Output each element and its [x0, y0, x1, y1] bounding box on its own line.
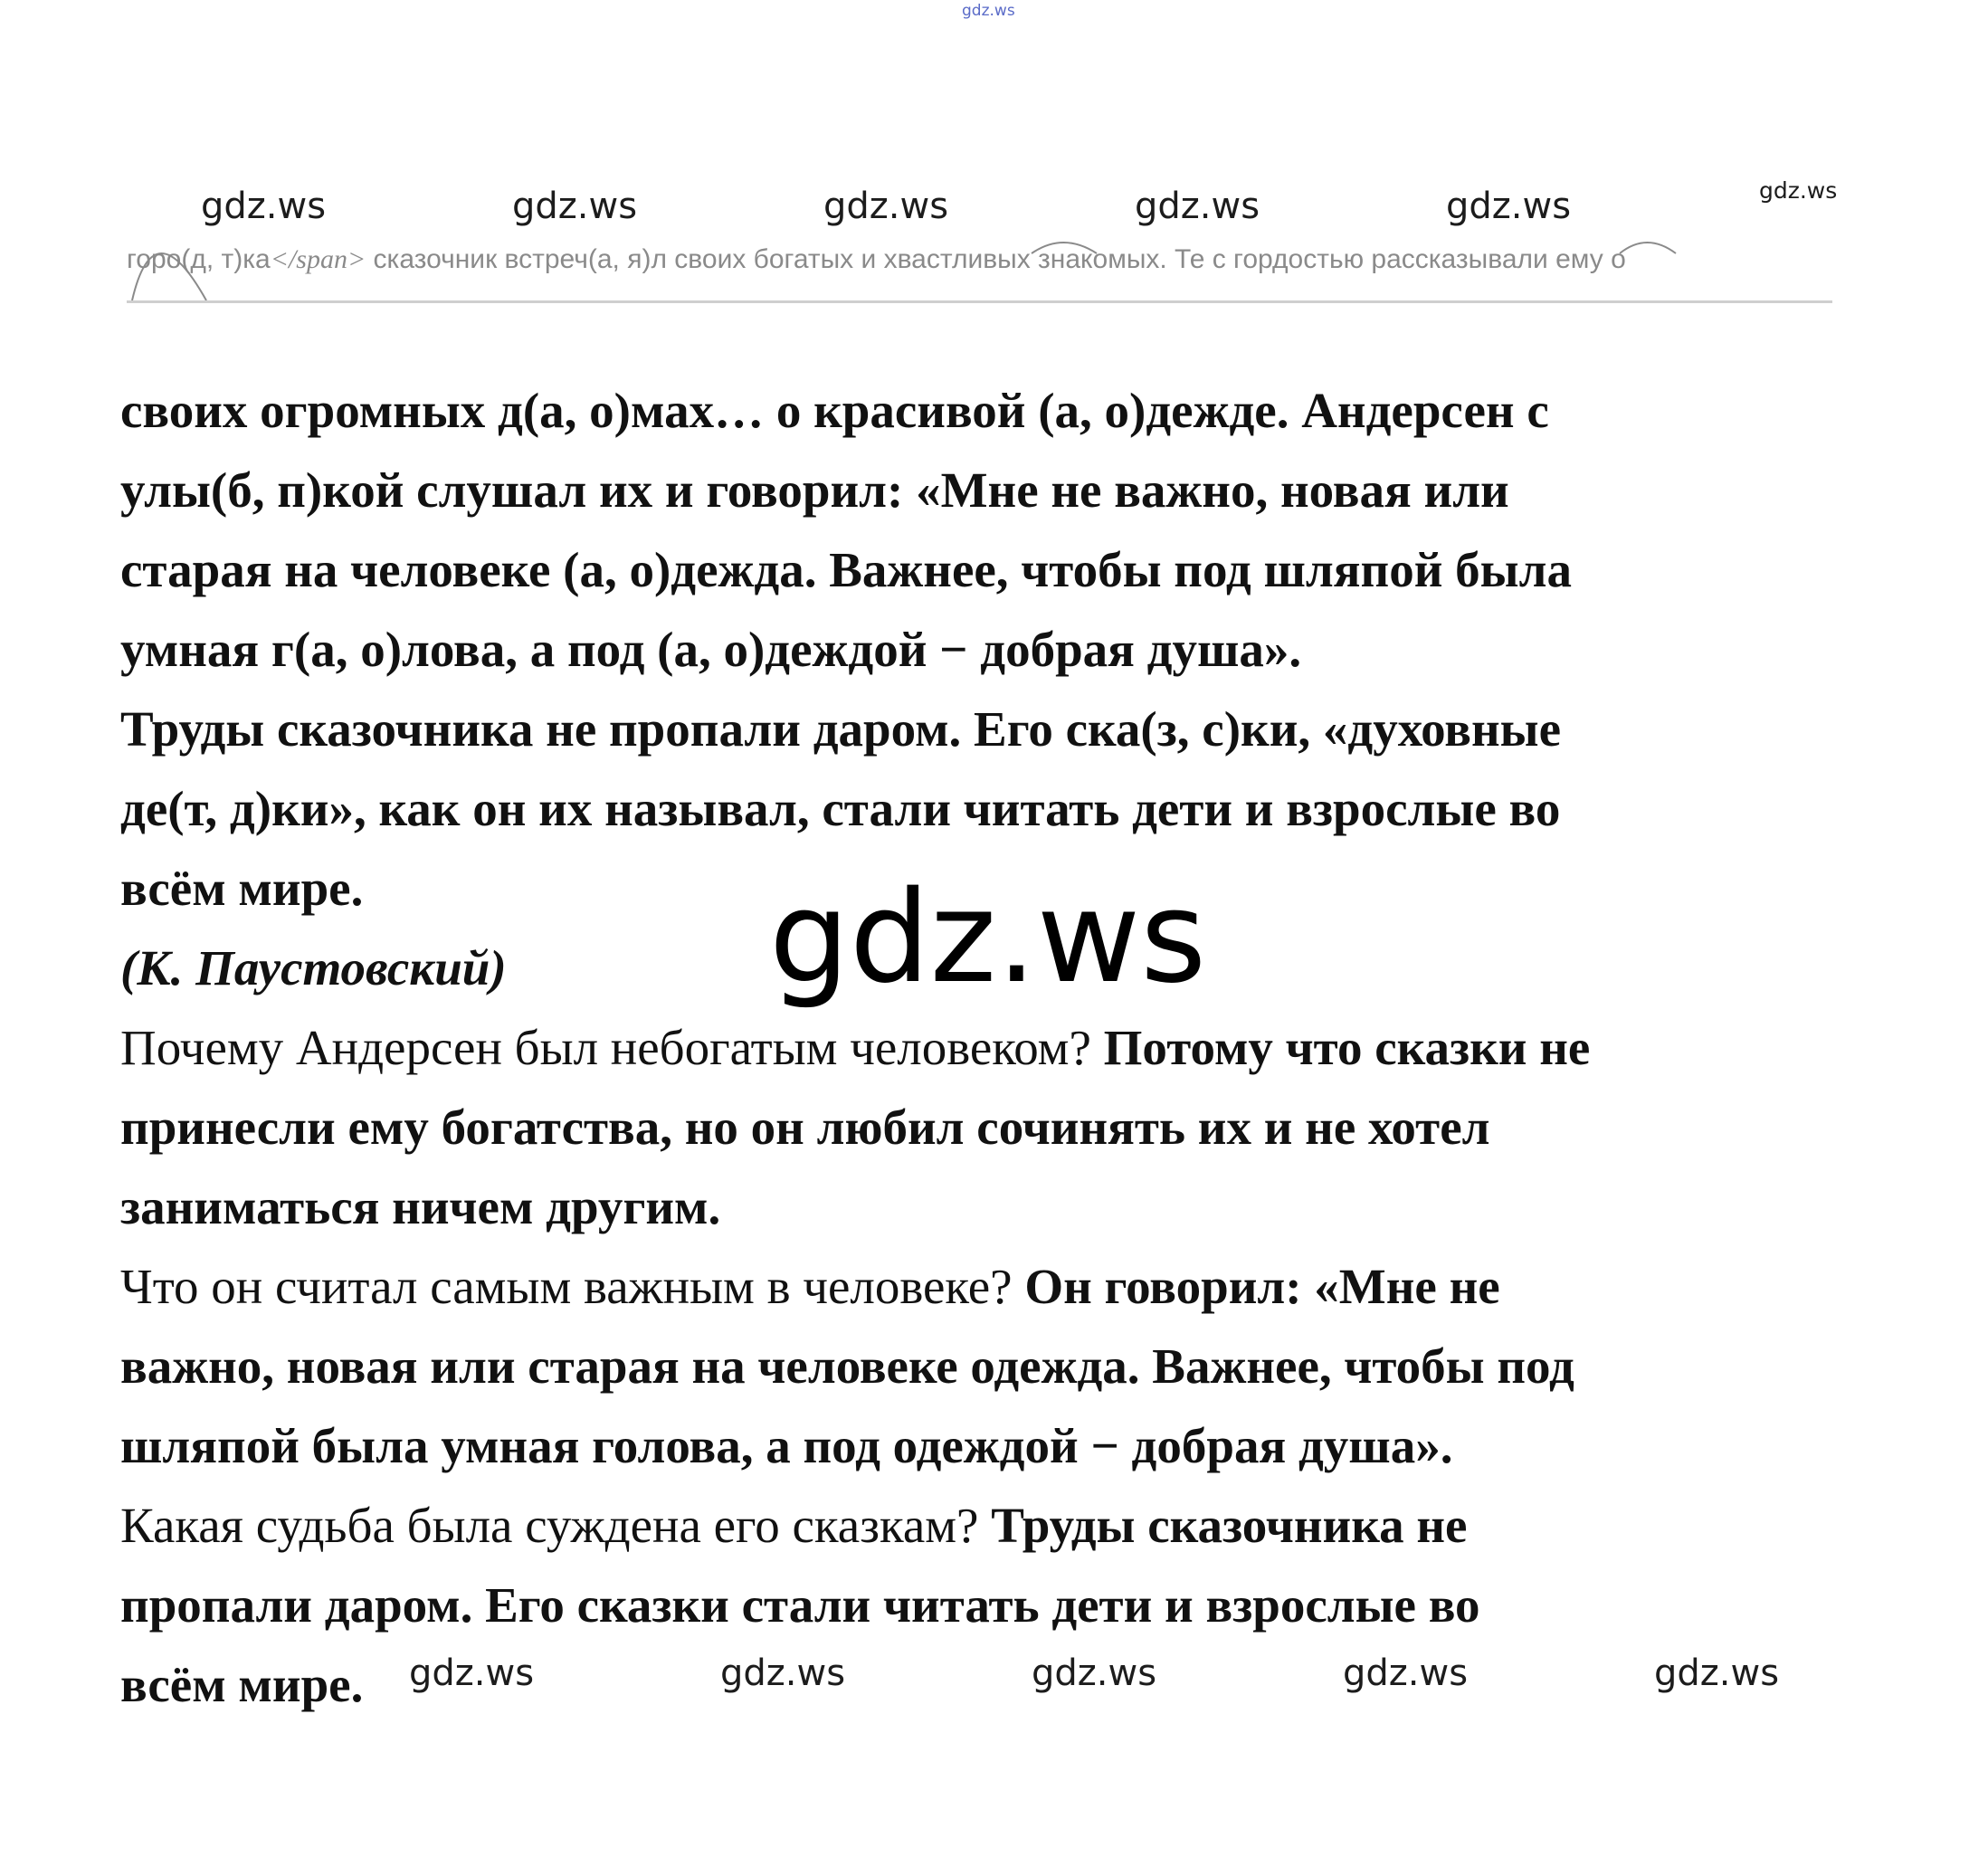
- question-3: Какая судьба была суждена его сказкам?: [120, 1498, 979, 1553]
- answer-3-line-2: пропали даром. Его сказки стали читать дети и взрослые во: [120, 1577, 1480, 1633]
- question-2: Что он считал самым важным в человеке?: [120, 1259, 1013, 1314]
- watermark-bottom-5: gdz.ws: [1654, 1652, 1780, 1694]
- answer-3-start: Труды сказочника не: [978, 1498, 1468, 1553]
- answer-1-start: Потому что сказки не: [1090, 1020, 1591, 1075]
- strip-text: горо(д, т)ка</span> сказочник встреч(а, я)л своих богатых и хвастливых знакомых. Те с гордостью рассказывали ему о: [127, 244, 1626, 274]
- watermark-top-right: gdz.ws: [1759, 177, 1838, 204]
- text-line-2: улы(б, п)кой слушал их и говорил: «Мне не важно, новая или: [120, 462, 1509, 518]
- watermark-bottom-4: gdz.ws: [1343, 1652, 1469, 1694]
- watermark-top-5: gdz.ws: [1446, 186, 1572, 227]
- qa-line-3: [120, 1486, 1912, 1566]
- watermark-top-3: gdz.ws: [823, 186, 949, 227]
- watermark-bottom-3: gdz.ws: [1032, 1652, 1157, 1694]
- text-line-3: старая на человеке (а, о)дежда. Важнее, чтобы под шляпой была: [120, 542, 1572, 597]
- cropped-text-strip: [127, 233, 1832, 303]
- question-1: Почему Андерсен был небогатым человеком?: [120, 1020, 1091, 1075]
- text-line-5: Труды сказочника не пропали даром. Его ска(з, с)ки, «духовные: [120, 701, 1561, 757]
- watermark-top-1: gdz.ws: [201, 186, 327, 227]
- answer-1-line-2: принесли ему богатства, но он любил сочинять их и не хотел: [120, 1100, 1490, 1155]
- text-line-6: де(т, д)ки», как он их называл, стали читать дети и взрослые во: [120, 781, 1561, 836]
- watermark-top-2: gdz.ws: [512, 186, 638, 227]
- qa-line-1: [120, 1008, 1912, 1088]
- answer-2-line-2: важно, новая или старая на человеке одежда. Важнее, чтобы под: [120, 1338, 1574, 1394]
- answer-2-start: Он говорил: «Мне не: [1012, 1259, 1500, 1314]
- qa-line-2: [120, 1247, 1912, 1327]
- answer-2-line-3: шляпой была умная голова, а под одеждой − добрая душа».: [120, 1418, 1453, 1473]
- main-text: [120, 371, 1912, 1725]
- watermark-center-big: gdz.ws: [769, 864, 1207, 1012]
- watermark-bottom-2: gdz.ws: [720, 1652, 846, 1694]
- text-line-1: своих огромных д(а, о)мах… о красивой (а, о)дежде. Андерсен с: [120, 383, 1549, 438]
- text-line-7: всём мире.: [120, 861, 364, 916]
- author-line: (К. Паустовский): [120, 940, 507, 995]
- watermark-bottom-1: gdz.ws: [409, 1652, 535, 1694]
- watermark-top-tiny: gdz.ws: [962, 2, 1015, 20]
- answer-1-line-3: заниматься ничем другим.: [120, 1179, 721, 1234]
- text-line-4: умная г(а, о)лова, а под (а, о)деждой − добрая душа».: [120, 622, 1302, 677]
- answer-3-line-3: всём мире.: [120, 1657, 364, 1712]
- watermark-top-4: gdz.ws: [1135, 186, 1260, 227]
